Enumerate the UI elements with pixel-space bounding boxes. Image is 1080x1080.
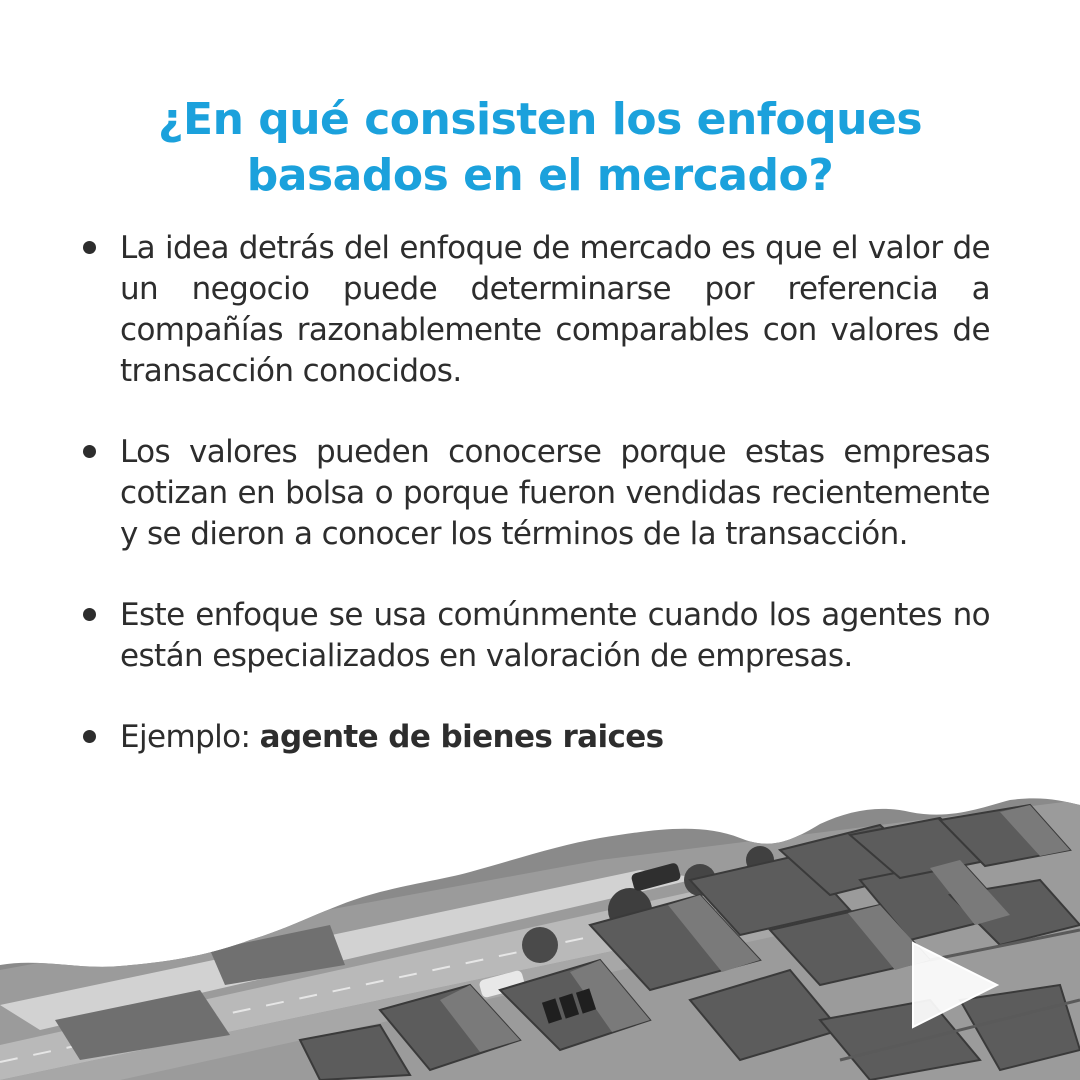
play-icon[interactable] — [905, 935, 1005, 1035]
example-label: Ejemplo: — [120, 719, 260, 755]
page-title — [100, 92, 980, 204]
list-item — [82, 717, 990, 758]
example-value: agente de bienes raices — [259, 719, 664, 755]
bullet-text: La idea detrás del enfoque de mercado es que el valor de un negocio puede determinarse por referencia a compañías razonablemente comparables con valores de transacción conocidos. — [120, 230, 990, 389]
bullet-icon — [83, 241, 96, 254]
bullet-icon — [83, 445, 96, 458]
list-item — [82, 228, 990, 392]
bullet-icon — [83, 608, 96, 621]
list-item — [82, 432, 990, 555]
bullet-list — [82, 228, 990, 758]
bullet-text: Los valores pueden conocerse porque estas empresas cotizan en bolsa o porque fueron vendidas recientemente y se dieron a conocer los términos de la transacción. — [120, 434, 990, 552]
bullet-text: Este enfoque se usa comúnmente cuando los agentes no están especializados en valoración de empresas. — [120, 597, 990, 674]
title-line-1: ¿En qué consisten los enfoques — [157, 94, 923, 145]
bullet-icon — [83, 730, 96, 743]
title-line-2: basados en el mercado? — [246, 150, 834, 201]
list-item — [82, 595, 990, 677]
